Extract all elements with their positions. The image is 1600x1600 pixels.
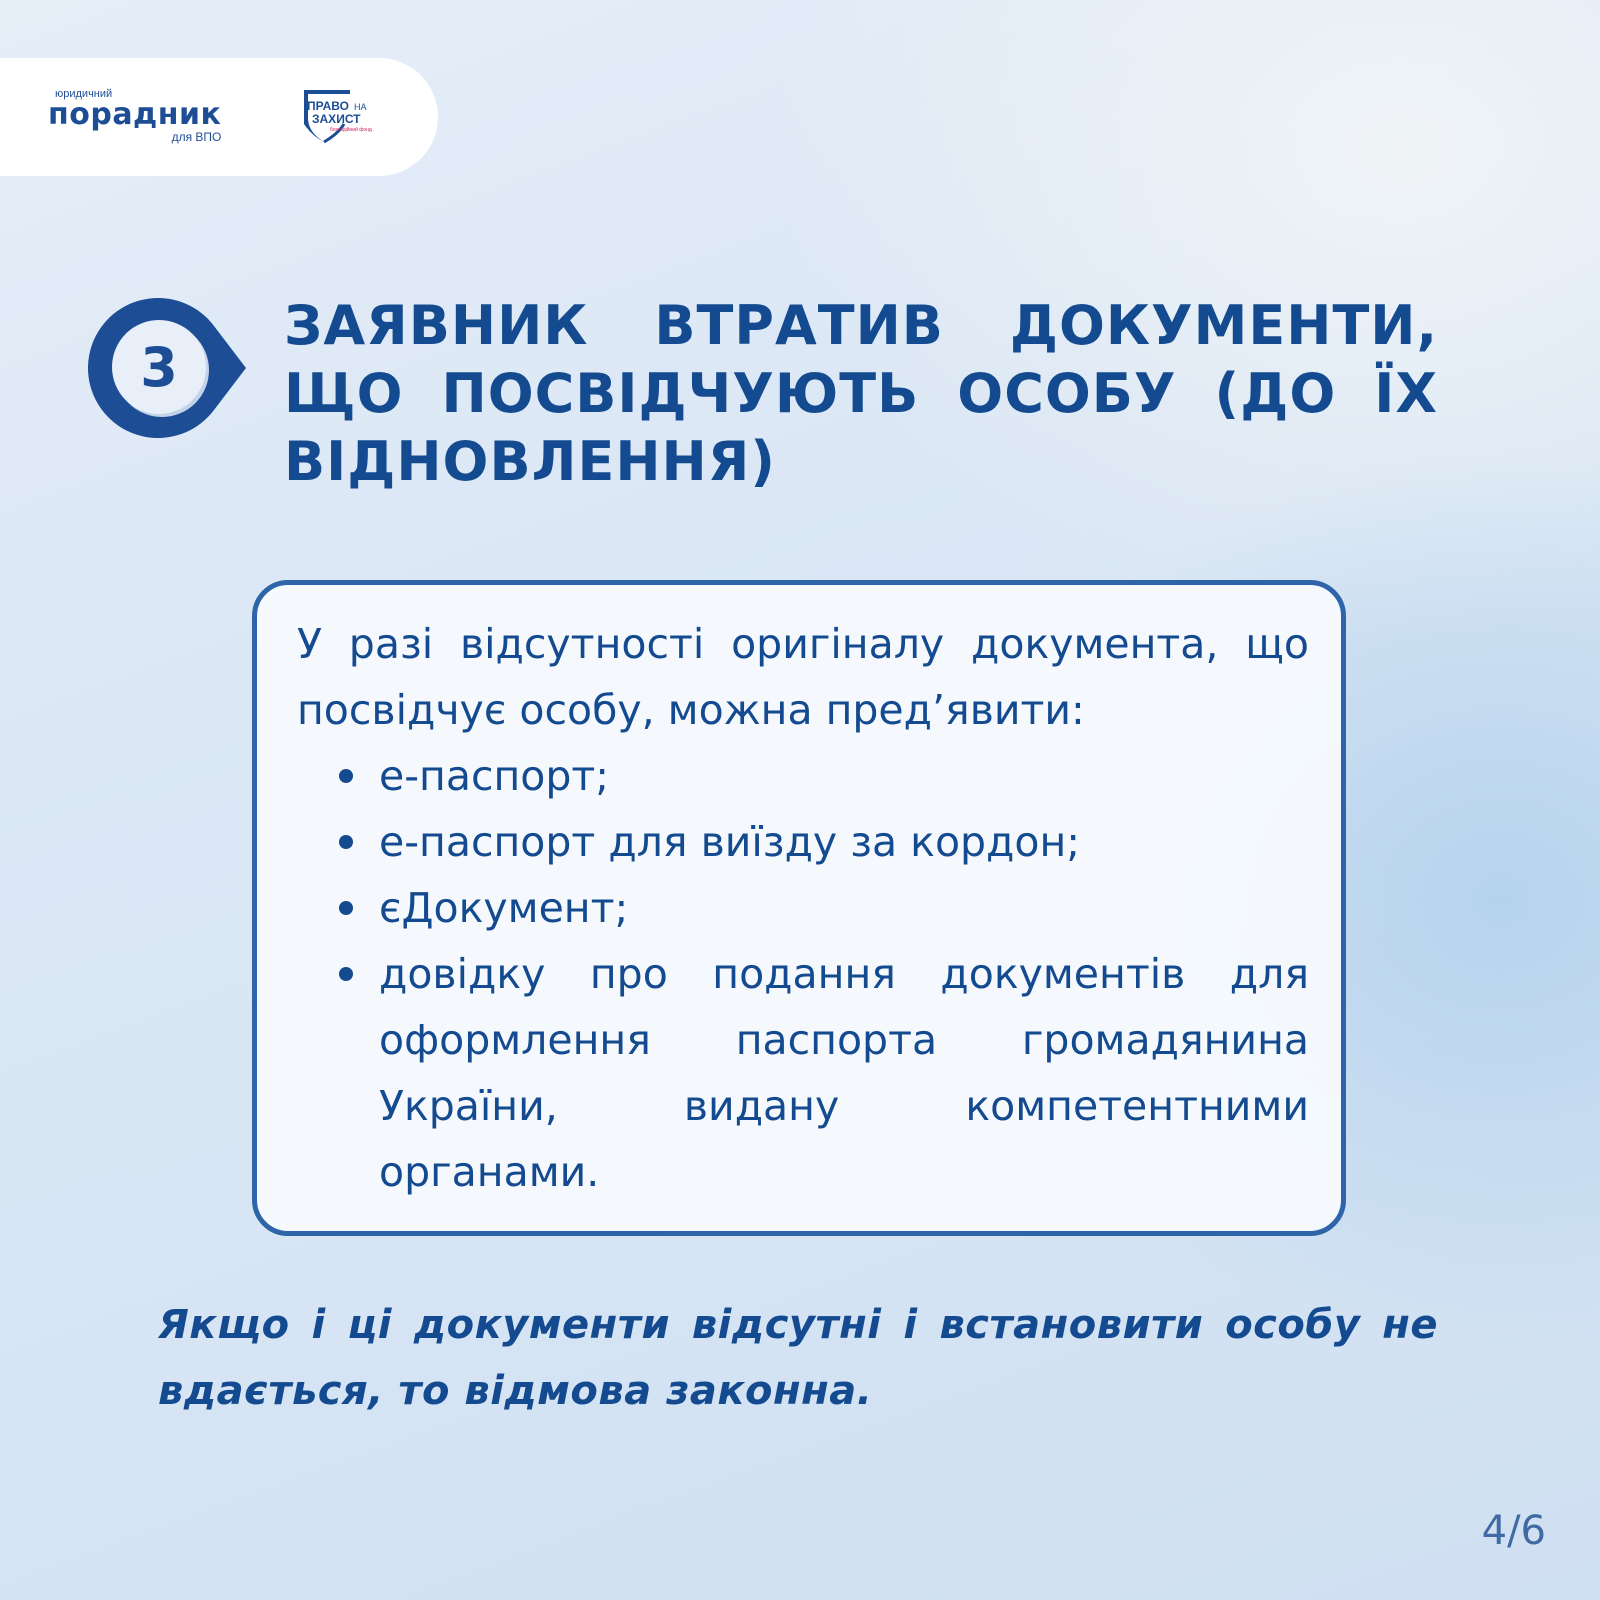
logo-small-text: юридичний [55,88,113,100]
list-item [339,941,1309,1205]
logo-na-text: НА [354,102,367,112]
poradnyk-logo [48,88,221,143]
bullet-icon [339,967,353,981]
logo-pravo-text: ПРАВО [307,99,349,113]
conclusion-text: Якщо і ці документи відсутні і встановити особу не вдається, то відмова законна. [158,1302,1438,1414]
bullet-icon [339,835,353,849]
list-item [339,743,1309,809]
pravo-na-zakhyst-logo [294,84,414,148]
page-title: ЗАЯВНИК ВТРАТИВ ДОКУМЕНТИ, ЩО ПОСВІДЧУЮТЬ ОСОБУ (ДО ЇХ ВІДНОВЛЕННЯ) [284,294,1438,493]
logo-sub-text: для ВПО [171,130,222,144]
bullet-icon [339,769,353,783]
info-card [252,580,1346,1236]
step-number: 3 [140,336,178,399]
page-number: 4/6 [1481,1508,1546,1554]
list-item-text: єДокумент; [379,884,629,932]
header-logo-bar [0,58,438,176]
list-item-text: е-паспорт для виїзду за кордон; [379,818,1081,866]
list-item-text: довідку про подання документів для оформлення паспорта громадянина України, видану компетентними органами. [379,950,1309,1196]
card-intro-text: У разі відсутності оригіналу документа, що посвідчує особу, можна пред’явити: [297,620,1309,734]
logo-fund-subtitle: благодійний фонд [330,127,372,133]
bullet-icon [339,901,353,915]
list-item-text: е-паспорт; [379,752,610,800]
documents-list [339,743,1309,1205]
logo-main-text: порадник [48,97,222,132]
list-item [339,875,1309,941]
logo-zakhyst-text: ЗАХИСТ [312,112,361,126]
list-item [339,809,1309,875]
